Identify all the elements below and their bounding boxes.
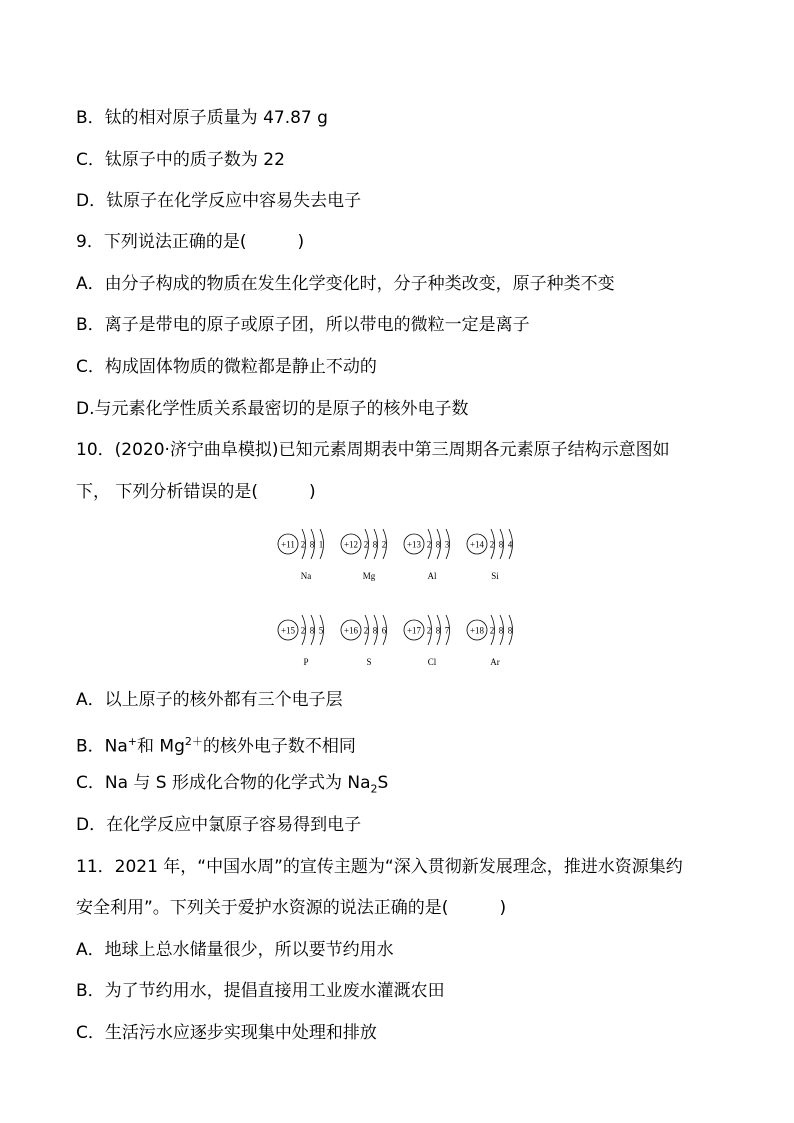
q9-option-b: B．离子是带电的原子或原子团，所以带电的微粒一定是离子 bbox=[76, 315, 530, 335]
element-symbol: Si bbox=[491, 571, 499, 581]
shell-electron-count: 2 bbox=[489, 625, 495, 636]
q11-option-c: C．生活污水应逐步实现集中处理和排放 bbox=[76, 1023, 377, 1043]
nucleus-charge: +11 bbox=[281, 539, 295, 550]
atom-diagram-mg bbox=[341, 529, 387, 581]
shell-electron-count: 8 bbox=[309, 539, 315, 550]
element-symbol: Cl bbox=[427, 657, 437, 667]
q11-stem-line2: 安全利用”。下列关于爱护水资源的说法正确的是( ) bbox=[76, 898, 507, 918]
atom-diagram-ar bbox=[467, 615, 513, 667]
atom-diagram-cl bbox=[404, 615, 450, 667]
shell-electron-count: 8 bbox=[498, 539, 504, 550]
q11-stem-line1: 11．2021 年，“中国水周”的宣传主题为“深入贯彻新发展理念，推进水资源集约 bbox=[76, 857, 683, 877]
shell-electron-count: 2 bbox=[381, 539, 387, 550]
q10-option-c: C．Na 与 S 形成化合物的化学式为 $Na_2S$ bbox=[76, 773, 389, 796]
atom-diagram-na bbox=[278, 529, 324, 581]
nucleus-charge: +12 bbox=[343, 539, 359, 550]
atom-diagram-si bbox=[467, 529, 513, 581]
shell-electron-count: 5 bbox=[318, 625, 324, 636]
shell-electron-count: 2 bbox=[426, 539, 432, 550]
q9-stem: 9．下列说法正确的是( ) bbox=[76, 232, 305, 252]
q10-option-b: B．Na+和 $Mg^{2+}$的核外电子数不相同 bbox=[76, 735, 356, 757]
atom-diagram-p bbox=[278, 615, 324, 667]
element-symbol: P bbox=[303, 657, 309, 667]
q11-option-a: A．地球上总水储量很少，所以要节约用水 bbox=[76, 940, 394, 960]
shell-electron-count: 2 bbox=[489, 539, 495, 550]
shell-electron-count: 8 bbox=[372, 625, 378, 636]
atomic-structure-diagram bbox=[270, 520, 530, 680]
atom-diagram-s bbox=[341, 615, 387, 667]
nucleus-charge: +16 bbox=[343, 625, 359, 636]
q8-option-c: C．钛原子中的质子数为 22 bbox=[76, 150, 285, 170]
q10-option-d: D．在化学反应中氯原子容易得到电子 bbox=[76, 815, 362, 835]
q10-stem-line2: 下， 下列分析错误的是( ) bbox=[76, 482, 316, 502]
q10-stem-line1: 10．(2020·济宁曲阜模拟)已知元素周期表中第三周期各元素原子结构示意图如 bbox=[76, 440, 670, 460]
shell-electron-count: 2 bbox=[300, 625, 306, 636]
shell-electron-count: 8 bbox=[498, 625, 504, 636]
shell-electron-count: 8 bbox=[309, 625, 315, 636]
shell-electron-count: 2 bbox=[426, 625, 432, 636]
element-symbol: Ar bbox=[490, 657, 500, 667]
shell-electron-count: 2 bbox=[363, 625, 369, 636]
shell-electron-count: 3 bbox=[444, 539, 450, 550]
q9-option-c: C．构成固体物质的微粒都是静止不动的 bbox=[76, 357, 377, 377]
nucleus-charge: +17 bbox=[406, 625, 422, 636]
shell-electron-count: 4 bbox=[507, 539, 513, 550]
shell-electron-count: 2 bbox=[300, 539, 306, 550]
nucleus-charge: +15 bbox=[280, 625, 296, 636]
element-symbol: Na bbox=[300, 571, 312, 581]
shell-electron-count: 1 bbox=[318, 539, 324, 550]
q10-option-a: A．以上原子的核外都有三个电子层 bbox=[76, 690, 343, 710]
shell-electron-count: 6 bbox=[381, 625, 387, 636]
element-symbol: Mg bbox=[362, 571, 376, 581]
shell-electron-count: 7 bbox=[444, 625, 450, 636]
atom-diagram-al bbox=[404, 529, 450, 581]
nucleus-charge: +18 bbox=[469, 625, 485, 636]
q9-option-d: D.与元素化学性质关系最密切的是原子的核外电子数 bbox=[76, 399, 469, 419]
shell-electron-count: 8 bbox=[507, 625, 513, 636]
nucleus-charge: +13 bbox=[406, 539, 422, 550]
shell-electron-count: 8 bbox=[372, 539, 378, 550]
q11-option-b: B．为了节约用水，提倡直接用工业废水灌溉农田 bbox=[76, 981, 445, 1001]
q8-option-d: D．钛原子在化学反应中容易失去电子 bbox=[76, 191, 362, 211]
q9-option-a: A．由分子构成的物质在发生化学变化时，分子种类改变，原子种类不变 bbox=[76, 274, 615, 294]
element-symbol: S bbox=[366, 657, 372, 667]
shell-electron-count: 8 bbox=[435, 625, 441, 636]
element-symbol: Al bbox=[427, 571, 437, 581]
nucleus-charge: +14 bbox=[469, 539, 485, 550]
shell-electron-count: 8 bbox=[435, 539, 441, 550]
q8-option-b: B．钛的相对原子质量为 47.87 g bbox=[76, 108, 328, 128]
shell-electron-count: 2 bbox=[363, 539, 369, 550]
